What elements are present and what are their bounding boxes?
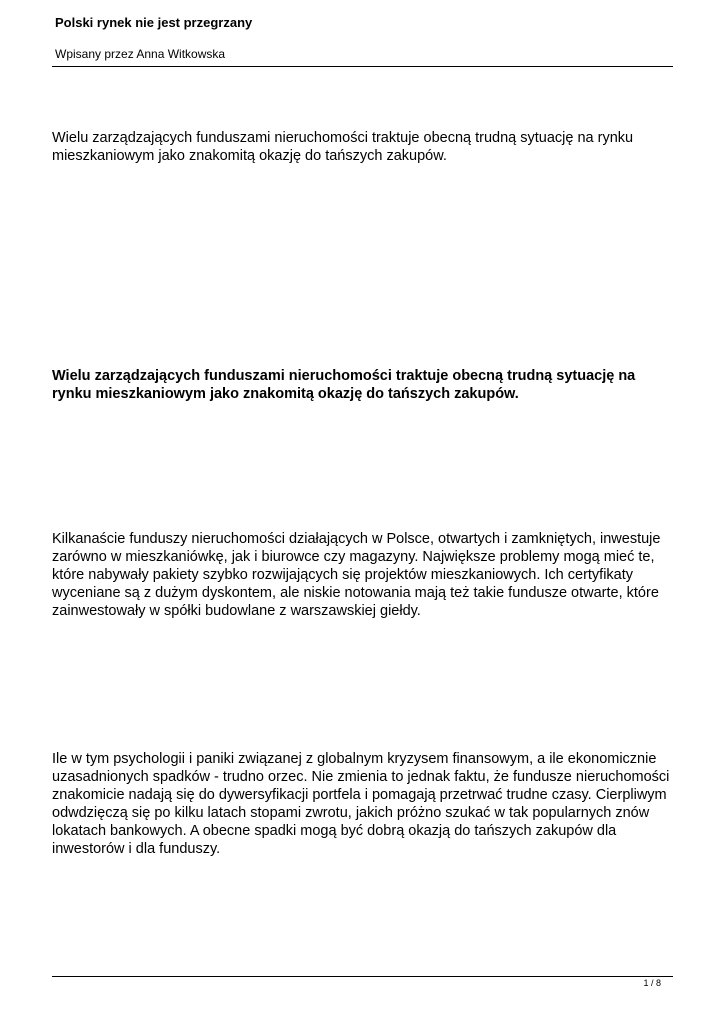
author-line: Wpisany przez Anna Witkowska xyxy=(55,47,226,61)
document-title: Polski rynek nie jest przegrzany xyxy=(55,15,253,30)
intro-paragraph: Wielu zarządzających funduszami nieruchomości traktuje obecną trudną sytuację na rynku mieszkaniowym jako znakomitą okazję do tańszych zakupów. xyxy=(52,130,634,164)
body-paragraph-1: Kilkanaście funduszy nieruchomości działających w Polsce, otwartych i zamkniętych, inwestuje zarówno w mieszkaniówkę, jak i biurowce czy magazyny. Największe problemy mogą mieć te, które nabywały pakiety szybko rozwijających się projektów mieszkaniowych. Ich certyfikaty wyceniane są z dużym dyskontem, ale niskie notowania mają też takie fundusze otwarte, które zainwestowały w spółki budowlane z warszawskiej giełdy. xyxy=(52,531,661,619)
page-number: 1 / 8 xyxy=(643,978,661,988)
footer-divider xyxy=(52,976,673,977)
header-divider xyxy=(52,66,673,67)
body-paragraph-2: Ile w tym psychologii i paniki związanej z globalnym kryzysem finansowym, a ile ekonomicznie uzasadnionych spadków - trudno orzec. Nie zmienia to jednak faktu, że fundusze nieruchomości znakomicie nadają się do dywersyfikacji portfela i pomagają przetrwać trudne czasy. Cierpliwym odwdzięczą się po kilku latach stopami zwrotu, jakich próżno szukać w tak popularnych znów lokatach bankowych. A obecne spadki mogą być dobrą okazją do tańszych zakupów dla inwestorów i dla funduszy. xyxy=(52,751,670,857)
lead-paragraph: Wielu zarządzających funduszami nieruchomości traktuje obecną trudną sytuację na rynku mieszkaniowym jako znakomitą okazję do tańszych zakupów. xyxy=(52,368,636,402)
